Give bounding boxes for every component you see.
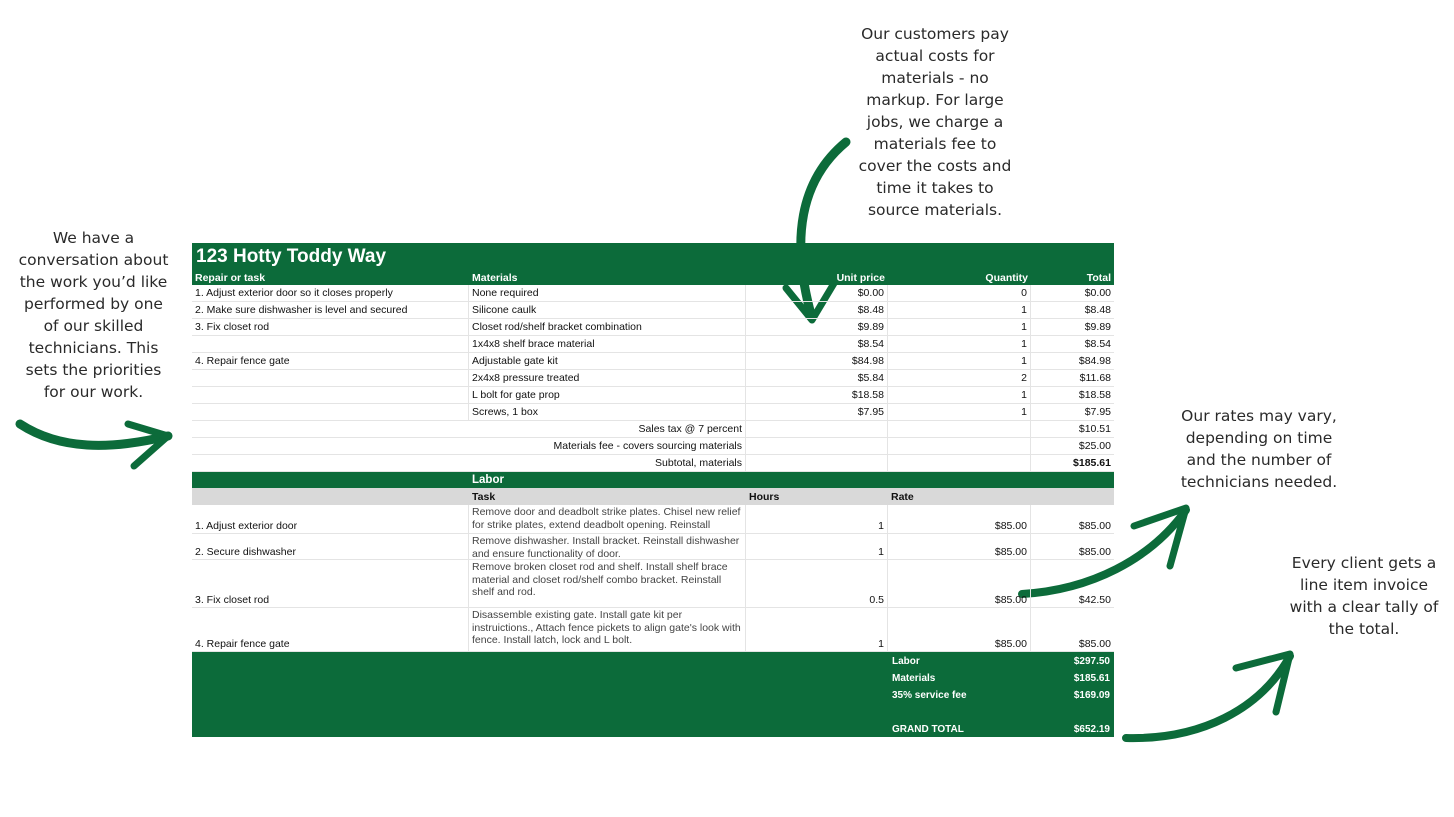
- table-row: [192, 387, 1114, 404]
- table-cell: $85.00: [1078, 520, 1111, 532]
- table-cell: $0.00: [1084, 287, 1111, 299]
- table-cell: 2x4x8 pressure treated: [469, 370, 746, 386]
- summary-service-fee-label: 35% service fee: [892, 690, 967, 701]
- table-cell: $0.00: [746, 285, 888, 301]
- table-cell: $8.54: [746, 336, 888, 352]
- header-unit-price: Unit price: [836, 271, 885, 284]
- labor-row: [192, 505, 1114, 534]
- table-cell: $85.00: [888, 608, 1031, 651]
- labor-row: [192, 560, 1114, 608]
- sales-tax-row: [192, 421, 1114, 438]
- summary-service-fee-value: $169.09: [1073, 690, 1110, 701]
- table-cell: 1: [746, 505, 888, 533]
- table-row: [192, 353, 1114, 370]
- table-cell: $18.58: [1078, 389, 1111, 401]
- table-cell: Screws, 1 box: [469, 404, 746, 420]
- table-cell: Silicone caulk: [469, 302, 746, 318]
- table-cell: $84.98: [746, 353, 888, 369]
- table-cell: $7.95: [1084, 406, 1111, 418]
- table-cell: Closet rod/shelf bracket combination: [469, 319, 746, 335]
- materials-fee-row: [192, 438, 1114, 455]
- grand-total-value: $652.19: [1073, 724, 1110, 735]
- summary-materials-label: Materials: [892, 673, 936, 684]
- labor-header-row: [192, 488, 1114, 505]
- table-cell: None required: [469, 285, 746, 301]
- subtotal-value: $185.61: [1073, 457, 1111, 469]
- table-cell: $9.89: [746, 319, 888, 335]
- material-rows: [192, 285, 1114, 421]
- table-cell: 1: [888, 353, 1031, 369]
- note-rates: Our rates may vary, depending on time and the number of technicians needed.: [1180, 407, 1338, 491]
- table-cell: $11.68: [1079, 372, 1111, 384]
- table-cell: $18.58: [746, 387, 888, 403]
- labor-task-description: Remove door and deadbolt strike plates. Chisel new relief for strike plates, extend deadbolt opening. Reinstall: [469, 505, 746, 533]
- arrow-upright-2-icon: [1126, 656, 1290, 738]
- table-cell: $85.00: [888, 505, 1031, 533]
- summary-materials-value: $185.61: [1073, 673, 1110, 684]
- table-row: [192, 370, 1114, 387]
- table-cell: [192, 336, 469, 352]
- summary-grand-total: [892, 724, 1110, 735]
- table-cell: $85.00: [888, 534, 1031, 559]
- table-cell: [192, 370, 469, 386]
- labor-row: [192, 608, 1114, 652]
- grand-total-label: GRAND TOTAL: [892, 724, 964, 735]
- table-cell: 4. Repair fence gate: [192, 353, 469, 369]
- summary-materials: [892, 673, 1110, 684]
- table-cell: 1: [888, 404, 1031, 420]
- table-cell: 2. Make sure dishwasher is level and secured: [192, 302, 469, 318]
- table-cell: 1: [746, 534, 888, 559]
- table-row: [192, 336, 1114, 353]
- labor-header-hours: Hours: [749, 490, 780, 503]
- labor-header-rate: Rate: [891, 490, 914, 503]
- header-total: Total: [1086, 271, 1111, 284]
- note-conversation: We have a conversation about the work you’d like performed by one of our skilled technicians. This sets the priorities for our work.: [18, 229, 169, 401]
- table-row: [192, 319, 1114, 336]
- table-cell: 2. Secure dishwasher: [192, 534, 469, 559]
- table-cell: $5.84: [746, 370, 888, 386]
- labor-row: [192, 534, 1114, 560]
- table-cell: $8.54: [1084, 338, 1111, 350]
- header-quantity: Quantity: [985, 271, 1028, 284]
- summary-labor-value: $297.50: [1073, 656, 1110, 667]
- note-materials-cost: Our customers pay actual costs for materials - no markup. For large jobs, we charge a materials fee to cover the costs and time it takes to source materials.: [858, 25, 1012, 219]
- table-cell: 1: [888, 336, 1031, 352]
- table-cell: $85.00: [1078, 546, 1111, 558]
- header-repair: Repair or task: [195, 271, 266, 284]
- table-cell: $8.48: [1084, 304, 1111, 316]
- table-cell: 1: [888, 302, 1031, 318]
- materials-fee-label: Materials fee - covers sourcing materials: [192, 438, 746, 454]
- table-cell: $85.00: [1078, 638, 1111, 650]
- sales-tax-value: $10.51: [1078, 423, 1111, 435]
- subtotal-label: Subtotal, materials: [192, 455, 746, 471]
- table-cell: $42.50: [1078, 594, 1111, 606]
- table-cell: 2: [888, 370, 1031, 386]
- table-row: [192, 302, 1114, 319]
- summary-labor-label: Labor: [892, 656, 920, 667]
- table-cell: $84.98: [1078, 355, 1111, 367]
- labor-task-description: Remove broken closet rod and shelf. Install shelf brace material and closet rod/shelf combo bracket. Reinstall shelf and rod.: [469, 560, 746, 607]
- labor-rows: [192, 505, 1114, 652]
- table-row: [192, 404, 1114, 421]
- labor-header-task: Task: [472, 490, 496, 503]
- table-cell: 3. Fix closet rod: [192, 319, 469, 335]
- table-cell: $9.89: [1084, 321, 1111, 333]
- table-cell: 1: [746, 608, 888, 651]
- header-materials: Materials: [472, 271, 518, 284]
- invoice-title: 123 Hotty Toddy Way: [192, 243, 1114, 270]
- table-cell: 1: [888, 387, 1031, 403]
- table-cell: 1x4x8 shelf brace material: [469, 336, 746, 352]
- table-cell: 0: [888, 285, 1031, 301]
- labor-task-description: Disassemble existing gate. Install gate kit per instruictions., Attach fence pickets to align gate's look with fence. Install latch, lock and L bolt.: [469, 608, 746, 651]
- table-cell: 0.5: [746, 560, 888, 607]
- subtotal-row: [192, 455, 1114, 472]
- table-cell: 1. Adjust exterior door so it closes properly: [192, 285, 469, 301]
- table-cell: 1. Adjust exterior door: [192, 505, 469, 533]
- table-cell: 4. Repair fence gate: [192, 608, 469, 651]
- labor-title: Labor: [472, 474, 504, 486]
- invoice-sheet: [192, 243, 1114, 739]
- materials-fee-value: $25.00: [1078, 440, 1111, 452]
- table-cell: $85.00: [888, 560, 1031, 607]
- table-row: [192, 285, 1114, 302]
- table-cell: [192, 404, 469, 420]
- table-cell: L bolt for gate prop: [469, 387, 746, 403]
- summary-service-fee: [892, 690, 1110, 701]
- table-cell: Adjustable gate kit: [469, 353, 746, 369]
- table-cell: 1: [888, 319, 1031, 335]
- materials-header-row: [192, 270, 1114, 285]
- table-cell: 3. Fix closet rod: [192, 560, 469, 607]
- labor-section-title: [192, 472, 1114, 488]
- table-cell: [192, 387, 469, 403]
- table-cell: $8.48: [746, 302, 888, 318]
- labor-task-description: Remove dishwasher. Install bracket. Reinstall dishwasher and ensure functionality of door.: [469, 534, 746, 559]
- sales-tax-label: Sales tax @ 7 percent: [192, 421, 746, 437]
- note-invoice: Every client gets a line item invoice with a clear tally of the total.: [1289, 554, 1439, 638]
- invoice-summary: [192, 652, 1114, 737]
- summary-labor: [892, 656, 1110, 667]
- table-cell: $7.95: [746, 404, 888, 420]
